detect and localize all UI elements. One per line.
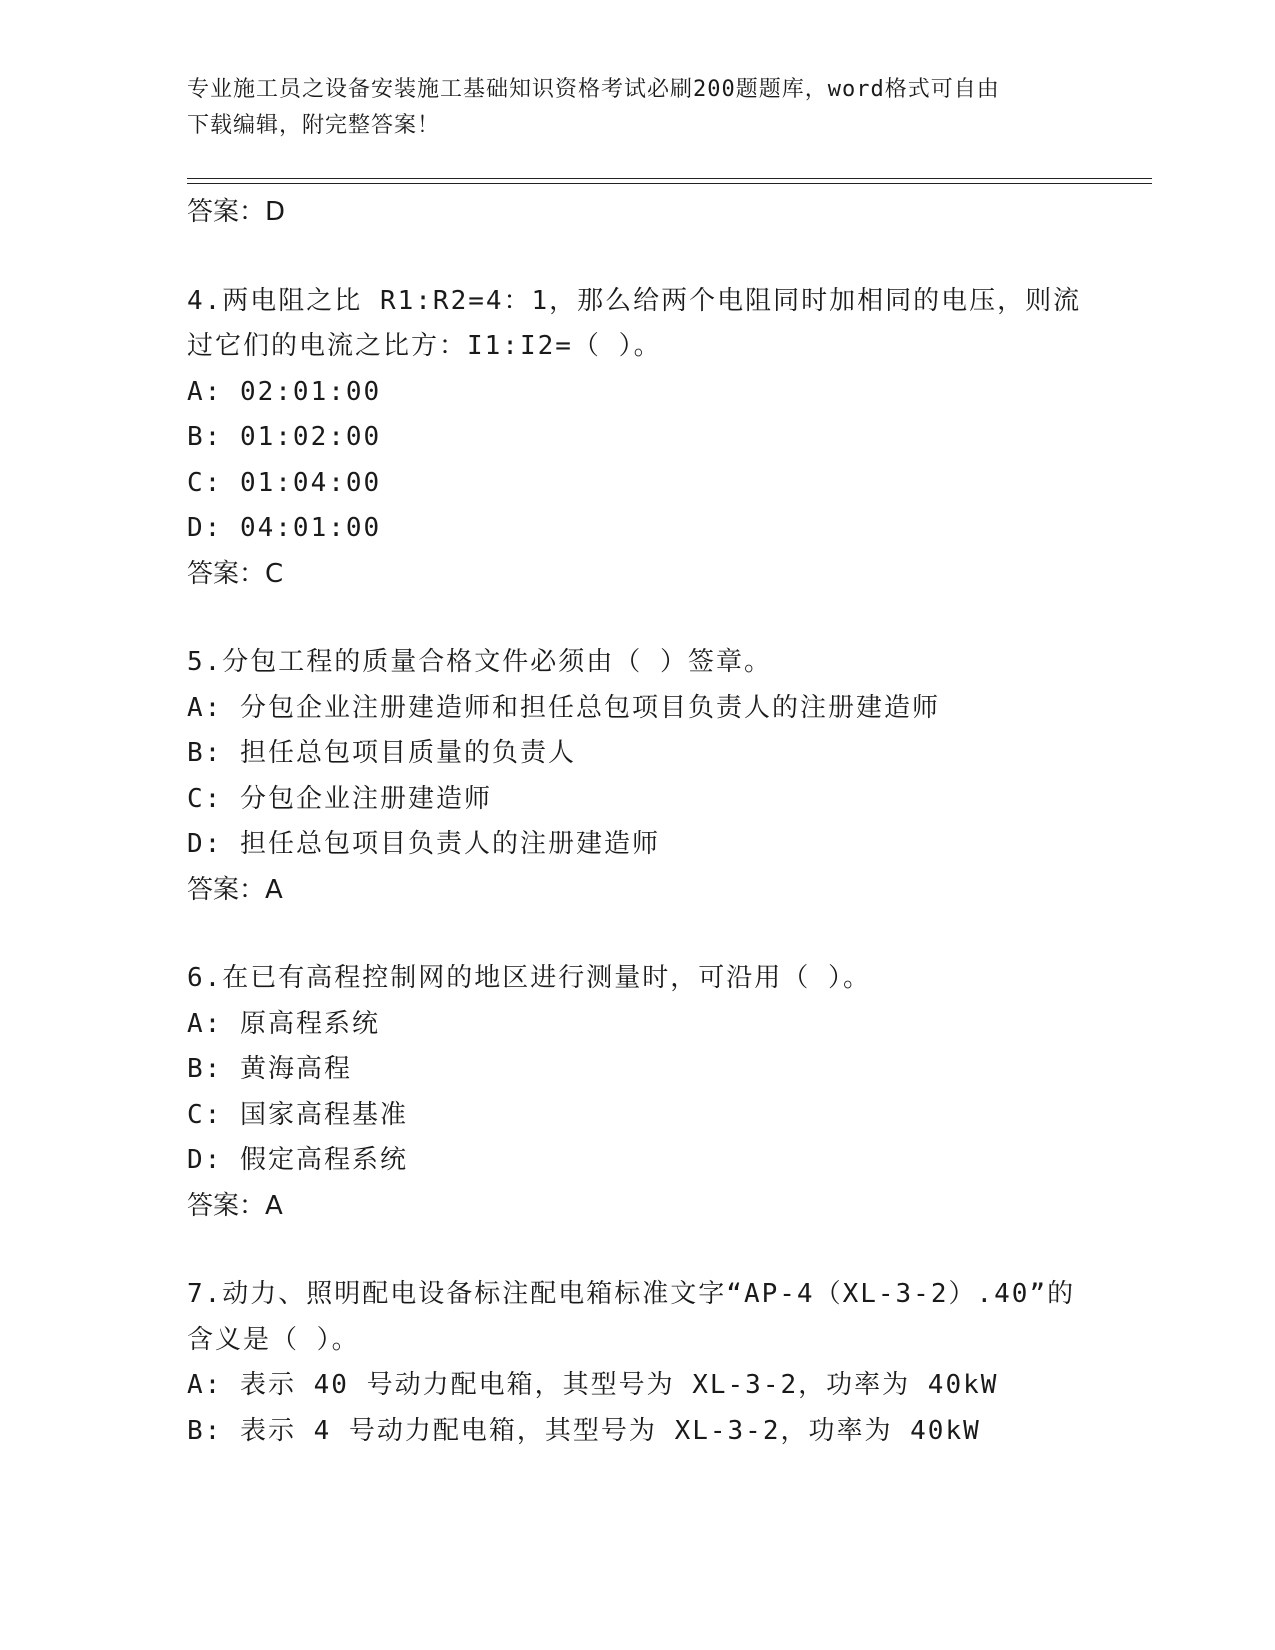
header-divider-bottom <box>187 183 1152 184</box>
question-stem-line: 7.动力、照明配电设备标注配电箱标准文字“AP-4（XL-3-2）.40”的 <box>187 1279 1076 1309</box>
option-d: D: 担任总包项目负责人的注册建造师 <box>187 829 660 859</box>
question-stem-line: 4.两电阻之比 R1:R2=4：1，那么给两个电阻同时加相同的电压，则流 <box>187 285 1082 316</box>
question-stem-line: 过它们的电流之比方：I1:I2=（ ）。 <box>187 331 662 361</box>
option-b: B: 01:02:00 <box>187 422 382 452</box>
previous-question-answer: 答案：D <box>187 197 286 227</box>
answer: 答案：A <box>187 1190 283 1221</box>
spacer <box>187 236 1107 279</box>
document-header <box>187 72 1067 144</box>
header-divider-top <box>187 178 1152 179</box>
header-title-line-1: 专业施工员之设备安装施工基础知识资格考试必刷200题题库，word格式可自由 <box>187 77 1000 102</box>
option-c: C: 01:04:00 <box>187 467 382 498</box>
question-stem-line: 6.在已有高程控制网的地区进行测量时，可沿用（ ）。 <box>187 963 871 993</box>
spacer <box>187 1229 1107 1272</box>
question-stem-line: 5.分包工程的质量合格文件必须由（ ）签章。 <box>187 647 772 677</box>
question-stem-line: 含义是（ ）。 <box>187 1324 360 1355</box>
option-d: D: 假定高程系统 <box>187 1145 408 1175</box>
option-a: A: 表示 40 号动力配电箱，其型号为 XL-3-2，功率为 40kW <box>187 1370 999 1400</box>
spacer <box>187 597 1107 640</box>
answer: 答案：A <box>187 874 283 905</box>
question-4 <box>187 279 1107 598</box>
option-d: D: 04:01:00 <box>187 513 382 543</box>
answer: 答案：C <box>187 558 284 589</box>
option-a: A: 分包企业注册建造师和担任总包项目负责人的注册建造师 <box>187 692 940 723</box>
option-b: B: 黄海高程 <box>187 1054 352 1084</box>
option-a: A: 原高程系统 <box>187 1008 380 1039</box>
question-6 <box>187 956 1107 1229</box>
header-title-line-2: 下载编辑，附完整答案！ <box>187 113 441 138</box>
question-list <box>187 190 1107 1454</box>
option-a: A: 02:01:00 <box>187 376 382 407</box>
question-5 <box>187 640 1107 913</box>
option-c: C: 分包企业注册建造师 <box>187 783 492 814</box>
spacer <box>187 913 1107 956</box>
option-b: B: 表示 4 号动力配电箱，其型号为 XL-3-2，功率为 40kW <box>187 1415 981 1446</box>
question-7 <box>187 1272 1107 1454</box>
option-c: C: 国家高程基准 <box>187 1099 408 1130</box>
option-b: B: 担任总包项目质量的负责人 <box>187 738 576 768</box>
